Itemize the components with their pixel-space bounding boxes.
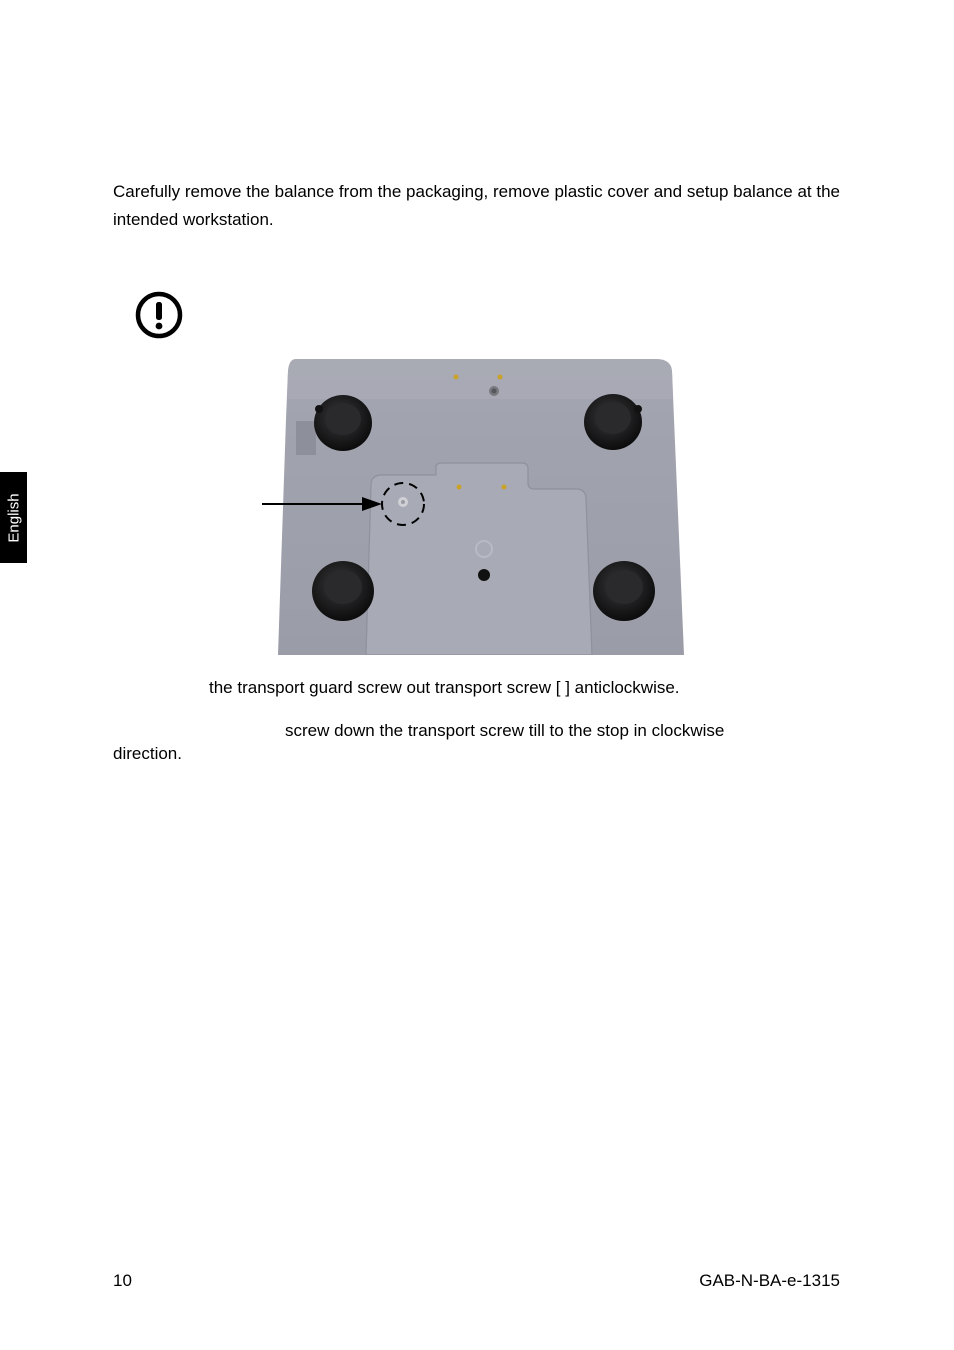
arrow-right-icon bbox=[262, 494, 384, 514]
page-number: 10 bbox=[113, 1271, 132, 1290]
language-tab bbox=[0, 472, 27, 563]
step-install-guard-line2: direction. bbox=[113, 744, 182, 763]
exclamation-circle-icon bbox=[134, 290, 186, 340]
intro-paragraph: Carefully remove the balance from the packaging, remove plastic cover and setup balance at the intended workstation. bbox=[113, 182, 840, 229]
step-install-guard-line1: screw down the transport screw till to the stop in clockwise bbox=[285, 721, 725, 740]
language-tab-label: English bbox=[5, 492, 22, 543]
step-remove-guard: the transport guard screw out transport screw [ ] anticlockwise. bbox=[209, 678, 680, 697]
document-id: GAB-N-BA-e-1315 bbox=[699, 1271, 840, 1290]
